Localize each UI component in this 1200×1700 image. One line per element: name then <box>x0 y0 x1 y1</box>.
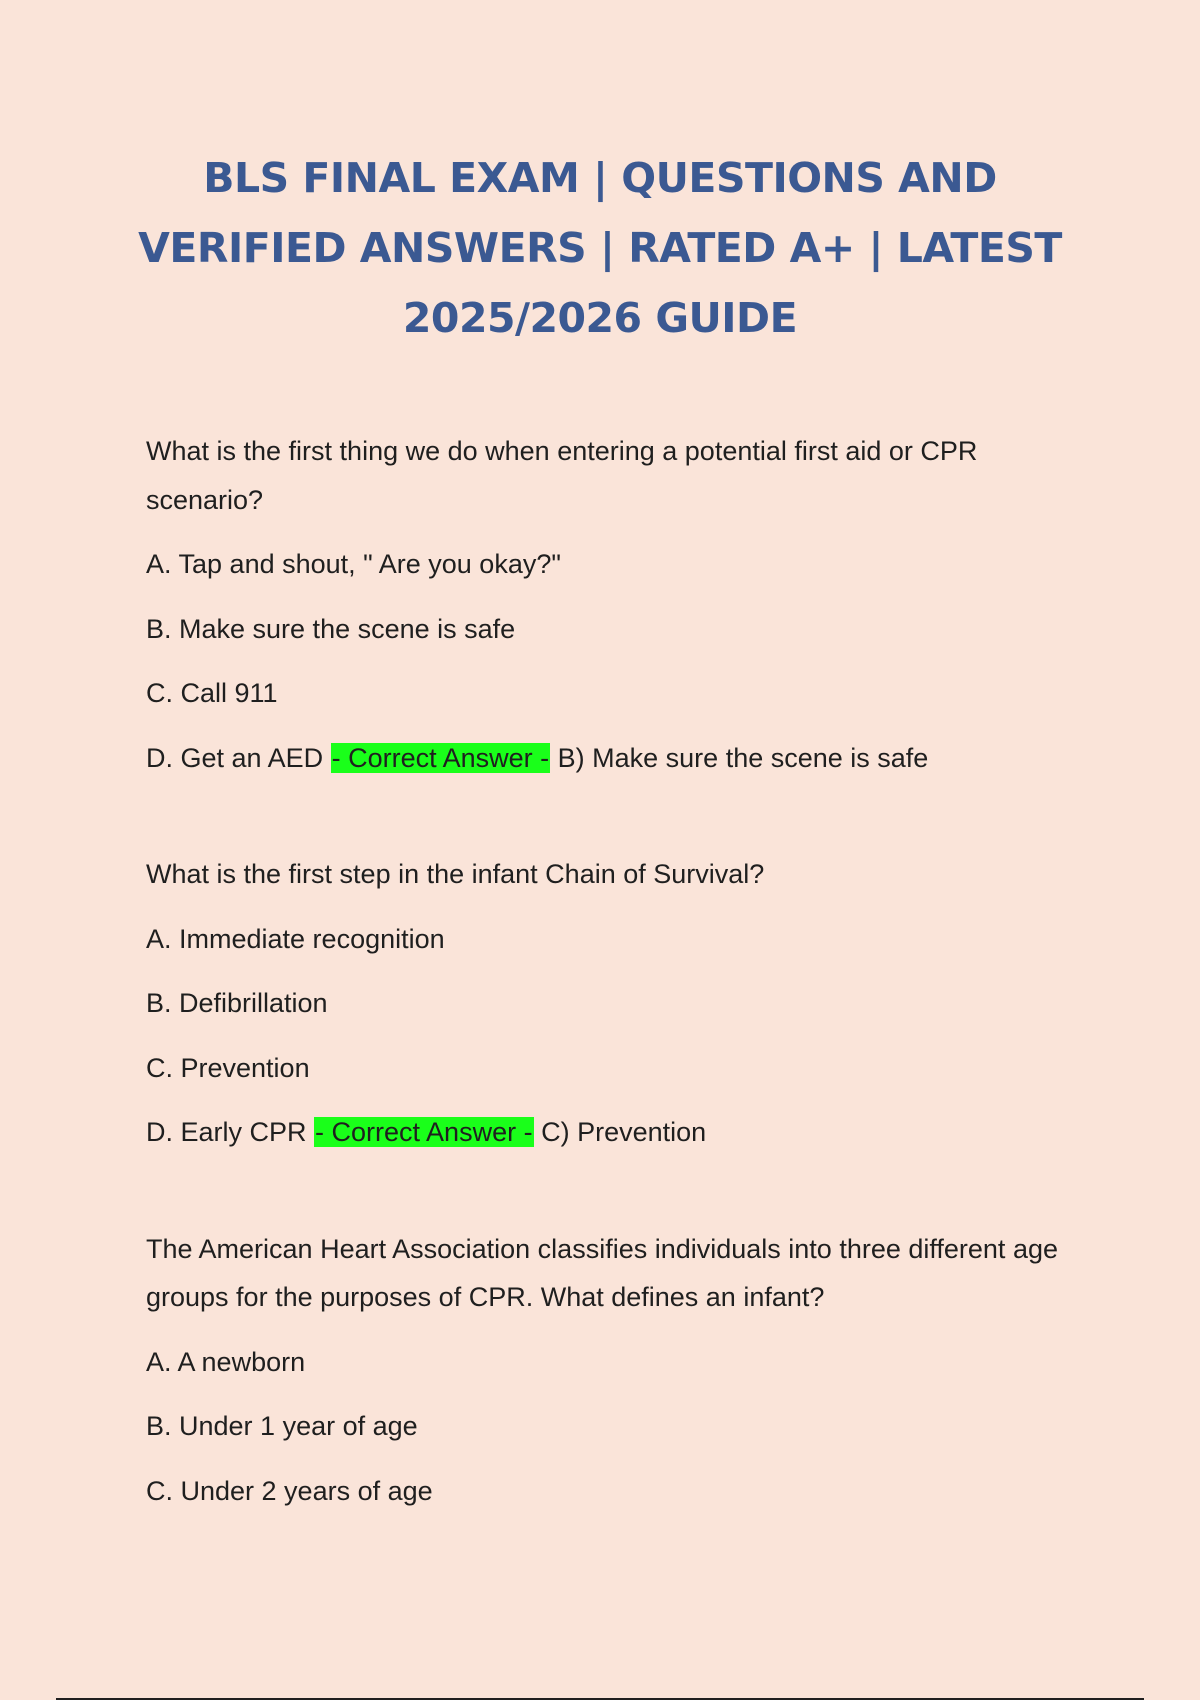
option-a: A. A newborn <box>146 1346 306 1377</box>
option-b: B. Make sure the scene is safe <box>146 613 516 644</box>
option-c: C. Prevention <box>146 1052 310 1083</box>
option-a: A. Immediate recognition <box>146 923 445 954</box>
answer-text: C) Prevention <box>533 1117 707 1147</box>
question-block-3 <box>146 1225 1066 1516</box>
question-text: What is the first thing we do when entering a potential first aid or CPR scenario? <box>146 436 978 515</box>
question-text: What is the first step in the infant Chain of Survival? <box>146 859 765 889</box>
question-block-1 <box>146 427 1066 782</box>
option-a: A. Tap and shout, " Are you okay?" <box>146 549 561 579</box>
option-d: D. Get an AED <box>146 742 331 773</box>
title-line: 2025/2026 GUIDE <box>402 294 798 342</box>
option-b: B. Under 1 year of age <box>146 1411 418 1441</box>
question-block-2 <box>146 850 1066 1157</box>
answer-text: B) Make sure the scene is safe <box>550 742 929 773</box>
option-c: C. Under 2 years of age <box>146 1475 433 1506</box>
correct-answer-highlight: - Correct Answer - <box>315 1117 533 1147</box>
option-d-with-answer <box>146 734 1066 783</box>
option-d-with-answer <box>146 1108 1066 1157</box>
title-line: VERIFIED ANSWERS | RATED A+ | LATEST <box>138 224 1062 272</box>
option-d: D. Early CPR <box>146 1117 315 1147</box>
option-c: C. Call 911 <box>146 678 278 708</box>
option-b: B. Defibrillation <box>146 988 328 1018</box>
title-line: BLS FINAL EXAM | QUESTIONS AND <box>203 154 997 202</box>
question-text: The American Heart Association classifies individuals into three different age groups for the purposes of CPR. What defines an infant? <box>146 1233 1058 1312</box>
document-title <box>120 143 1080 353</box>
questions-list <box>146 427 1066 1515</box>
correct-answer-highlight: - Correct Answer - <box>331 742 550 773</box>
